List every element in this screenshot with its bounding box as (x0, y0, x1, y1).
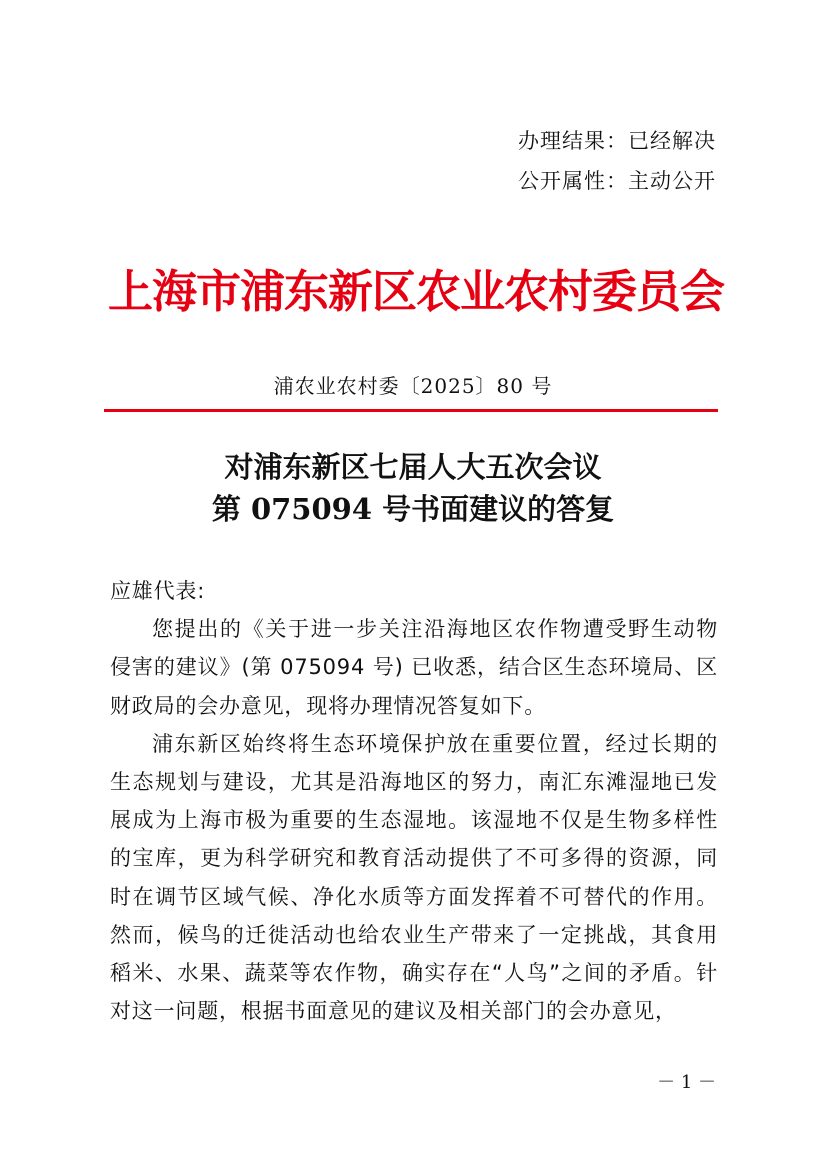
document-title-line2: 第 075094 号书面建议的答复 (211, 492, 615, 526)
handling-result: 办理结果：已经解决 (518, 129, 716, 153)
document-title (108, 446, 718, 530)
organization-header: 上海市浦东新区农业农村委员会 (108, 265, 725, 318)
page-number: － 1 － (657, 1072, 716, 1093)
body-paragraph-2: 浦东新区始终将生态环境保护放在重要位置，经过长期的生态规划与建设，尤其是沿海地区的努力，南汇东滩湿地已发展成为上海市极为重要的生态湿地。该湿地不仅是生物多样性的宝库，更为科学研究和教育活动提供了不可多得的资源，同时在调节区域气候、净化水质等方面发挥着不可替代的作用。然而，候鸟的迁徙活动也给农业生产带来了一定挑战，其食用稻米、水果、蔬菜等农作物，确实存在“人鸟”之间的矛盾。针对这一问题，根据书面意见的建议及相关部门的会办意见， (110, 731, 718, 1024)
red-divider-line (104, 409, 718, 412)
body-paragraph-1: 您提出的《关于进一步关注沿海地区农作物遭受野生动物侵害的建议》(第 075094 号) 已收悉，结合区生态环境局、区财政局的会办意见，现将办理情况答复如下。 (110, 617, 718, 718)
disclosure-attribute: 公开属性：主动公开 (518, 169, 716, 193)
document-number: 浦农业农村委〔2025〕80 号 (273, 374, 553, 398)
document-body (110, 572, 718, 1030)
salutation: 应雄代表: (110, 579, 206, 603)
document-title-line1: 对浦东新区七届人大五次会议 (224, 450, 602, 484)
